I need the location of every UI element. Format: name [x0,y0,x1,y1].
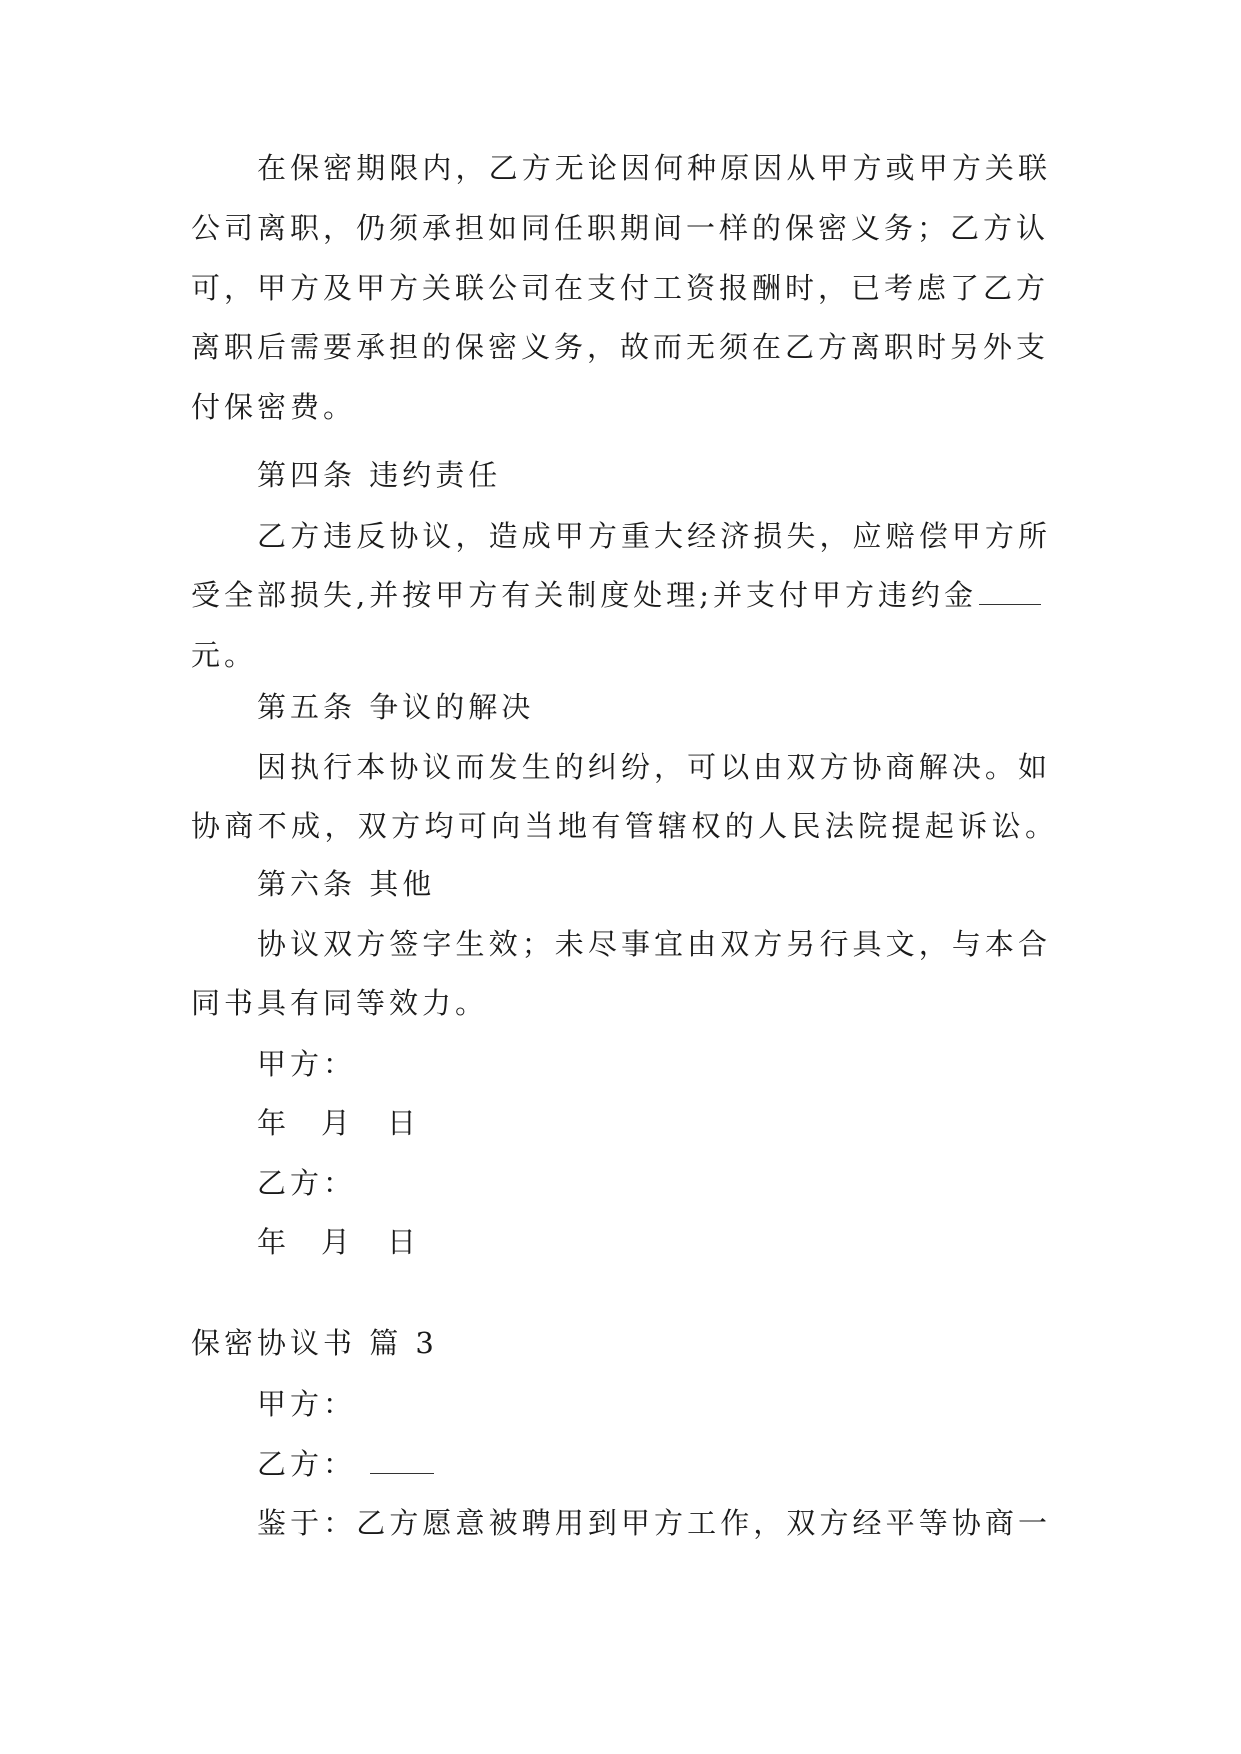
paragraph-line: 离职后需要承担的保密义务，故而无须在乙方离职时另外支 [191,330,1050,364]
paragraph-line: 乙方违反协议，造成甲方重大经济损失，应赔偿甲方所 [257,519,1051,553]
clause-heading: 第四条 违约责任 [257,458,502,492]
paragraph-line: 公司离职，仍须承担如同任职期间一样的保密义务；乙方认 [191,211,1050,245]
date-day: 日 [387,1225,421,1259]
paragraph-line: 协议双方签字生效；未尽事宜由双方另行具文，与本合 [257,927,1051,961]
party-b-line [257,1446,434,1482]
date-month: 月 [321,1106,355,1140]
fill-in-blank[interactable] [979,580,1041,605]
paragraph-line: 元。 [191,638,258,672]
paragraph-line: 鉴于：乙方愿意被聘用到甲方工作，双方经平等协商一 [257,1506,1051,1540]
party-b-signature-label: 乙方： [257,1166,357,1200]
section-title: 保密协议书 篇 3 [191,1326,438,1360]
date-year: 年 [257,1106,291,1140]
clause-heading: 第六条 其他 [257,867,436,901]
paragraph-line: 付保密费。 [191,390,357,424]
party-b-date [257,1224,420,1260]
paragraph-line: 同书具有同等效力。 [191,986,489,1020]
party-a-date [257,1105,420,1141]
party-a-label: 甲方： [257,1387,357,1421]
clause-heading: 第五条 争议的解决 [257,690,535,724]
paragraph-line: 在保密期限内，乙方无论因何种原因从甲方或甲方关联 [257,151,1051,185]
paragraph-line: 协商不成，双方均可向当地有管辖权的人民法院提起诉讼。 [191,809,1057,843]
paragraph-text: 受全部损失,并按甲方有关制度处理;并支付甲方违约金 [191,578,977,612]
paragraph-line: 可，甲方及甲方关联公司在支付工资报酬时，已考虑了乙方 [191,271,1050,305]
paragraph-line [191,577,1041,613]
date-day: 日 [387,1106,421,1140]
date-month: 月 [321,1225,355,1259]
date-year: 年 [257,1225,291,1259]
fill-in-blank[interactable] [370,1449,434,1474]
party-b-label: 乙方： [257,1447,357,1481]
party-a-signature-label: 甲方： [257,1047,357,1081]
paragraph-line: 因执行本协议而发生的纠纷，可以由双方协商解决。如 [257,750,1051,784]
